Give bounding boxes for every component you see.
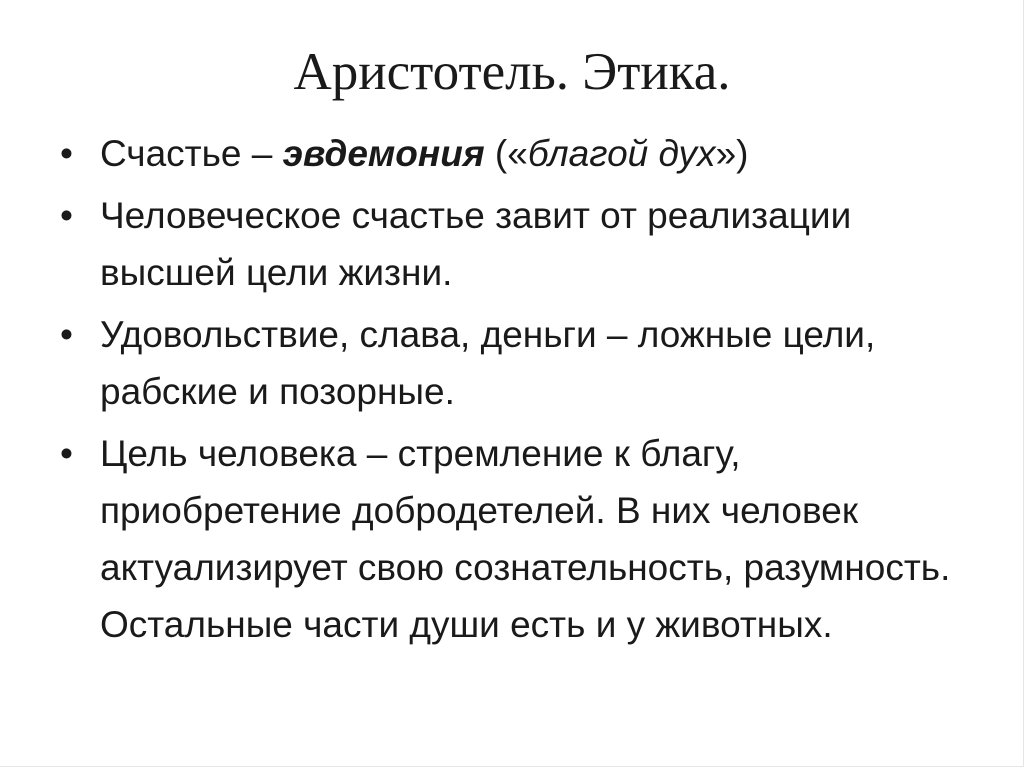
bullet-item-human-happiness	[60, 187, 980, 301]
bullet-item-human-goal	[60, 425, 980, 653]
bullet-marker: •	[60, 433, 73, 474]
slide-title: Аристотель. Этика.	[293, 43, 731, 101]
bullet-text: Удовольствие, слава, деньги – ложные цели, рабские и позорные.	[100, 314, 876, 412]
bullet-marker: •	[60, 314, 73, 355]
bullet-item-happiness	[60, 125, 980, 182]
term-eudaimonia: эвдемония	[282, 133, 485, 174]
bullet-marker: •	[60, 195, 73, 236]
bullet-item-false-goals	[60, 306, 980, 420]
term-gloss: благой дух	[527, 133, 716, 174]
bullet-marker: •	[60, 133, 73, 174]
bullet-text: Цель человека – стремление к благу, приобретение добродетелей. В них человек актуализирует свою сознательность, разумность. Остальные части души есть и у животных.	[100, 433, 951, 645]
bullet-list	[60, 125, 980, 658]
bullet-text: Человеческое счастье завит от реализации высшей цели жизни.	[100, 195, 852, 293]
bullet-text-suffix: »)	[715, 133, 749, 174]
bullet-text-prefix: Счастье –	[100, 133, 283, 174]
bullet-text-middle: («	[484, 133, 528, 174]
